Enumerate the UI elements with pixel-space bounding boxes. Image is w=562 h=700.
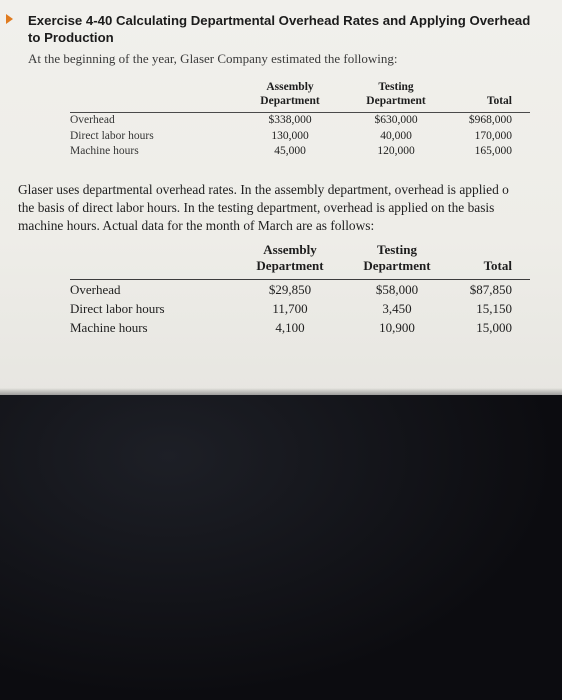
row-label: Machine hours — [70, 320, 148, 335]
header-testing-line1: Testing — [378, 81, 414, 93]
header-testing-line1: Testing — [377, 242, 417, 257]
header-blank — [70, 242, 238, 280]
exercise-number: Exercise 4-40 — [28, 13, 113, 28]
header-assembly — [238, 242, 342, 280]
row-label: Direct labor hours — [70, 129, 154, 142]
table-row — [70, 318, 530, 337]
table-header-row — [70, 242, 530, 280]
cell-total: 165,000 — [474, 145, 512, 157]
description-paragraph — [18, 181, 509, 235]
cell-assembly: 130,000 — [271, 129, 309, 142]
cell-testing: $630,000 — [374, 114, 418, 126]
header-testing-line2: Department — [366, 95, 426, 107]
cell-testing: 3,450 — [382, 301, 412, 316]
cell-total: 15,000 — [476, 320, 512, 335]
table-row — [70, 144, 530, 160]
table-header-row — [70, 80, 530, 113]
actual-data-table — [70, 242, 530, 337]
exercise-title-continued: to Production — [28, 30, 114, 45]
header-assembly-line1: Assembly — [266, 81, 314, 93]
cell-total: 15,150 — [476, 301, 512, 316]
header-total: Total — [450, 80, 530, 113]
cell-testing: 40,000 — [380, 129, 412, 142]
cell-testing: 10,900 — [379, 320, 415, 335]
header-testing — [342, 80, 450, 113]
exercise-heading — [28, 12, 558, 46]
header-assembly-line2: Department — [256, 258, 324, 273]
cell-assembly: 4,100 — [275, 320, 305, 335]
cell-total: 170,000 — [474, 129, 512, 142]
header-testing-line2: Department — [363, 258, 431, 273]
exercise-title: Calculating Departmental Overhead Rates and Applying Overhead — [116, 13, 531, 28]
header-assembly-line1: Assembly — [263, 242, 317, 257]
cell-assembly: 11,700 — [272, 301, 308, 316]
row-label: Machine hours — [70, 145, 139, 157]
intro-sentence: At the beginning of the year, Glaser Company estimated the following: — [28, 51, 398, 66]
dark-background — [0, 395, 562, 700]
cell-assembly: 45,000 — [274, 145, 306, 157]
table-row — [70, 113, 530, 129]
paragraph-line: Glaser uses departmental overhead rates. In the assembly department, overhead is applied o — [18, 182, 509, 197]
cell-assembly: $29,850 — [268, 282, 312, 297]
header-blank — [70, 80, 238, 113]
paragraph-line: the basis of direct labor hours. In the testing department, overhead is applied on the basis — [18, 200, 495, 215]
paragraph-line: machine hours. Actual data for the month of March are as follows: — [18, 218, 375, 233]
header-assembly-line2: Department — [260, 95, 320, 107]
cell-testing: 120,000 — [377, 145, 415, 157]
cell-total: $968,000 — [468, 114, 512, 126]
row-label: Overhead — [70, 282, 121, 297]
estimated-data-table — [70, 80, 530, 160]
cell-assembly: $338,000 — [268, 114, 312, 126]
table-row — [70, 280, 530, 300]
header-total: Total — [452, 242, 530, 280]
table-row — [70, 129, 530, 145]
header-assembly — [238, 80, 342, 113]
row-label: Direct labor hours — [70, 301, 165, 316]
cell-testing: $58,000 — [375, 282, 419, 297]
row-label: Overhead — [70, 114, 115, 126]
bullet-arrow-icon — [6, 14, 13, 24]
header-testing — [342, 242, 452, 280]
table-row — [70, 299, 530, 318]
cell-total: $87,850 — [469, 282, 512, 297]
